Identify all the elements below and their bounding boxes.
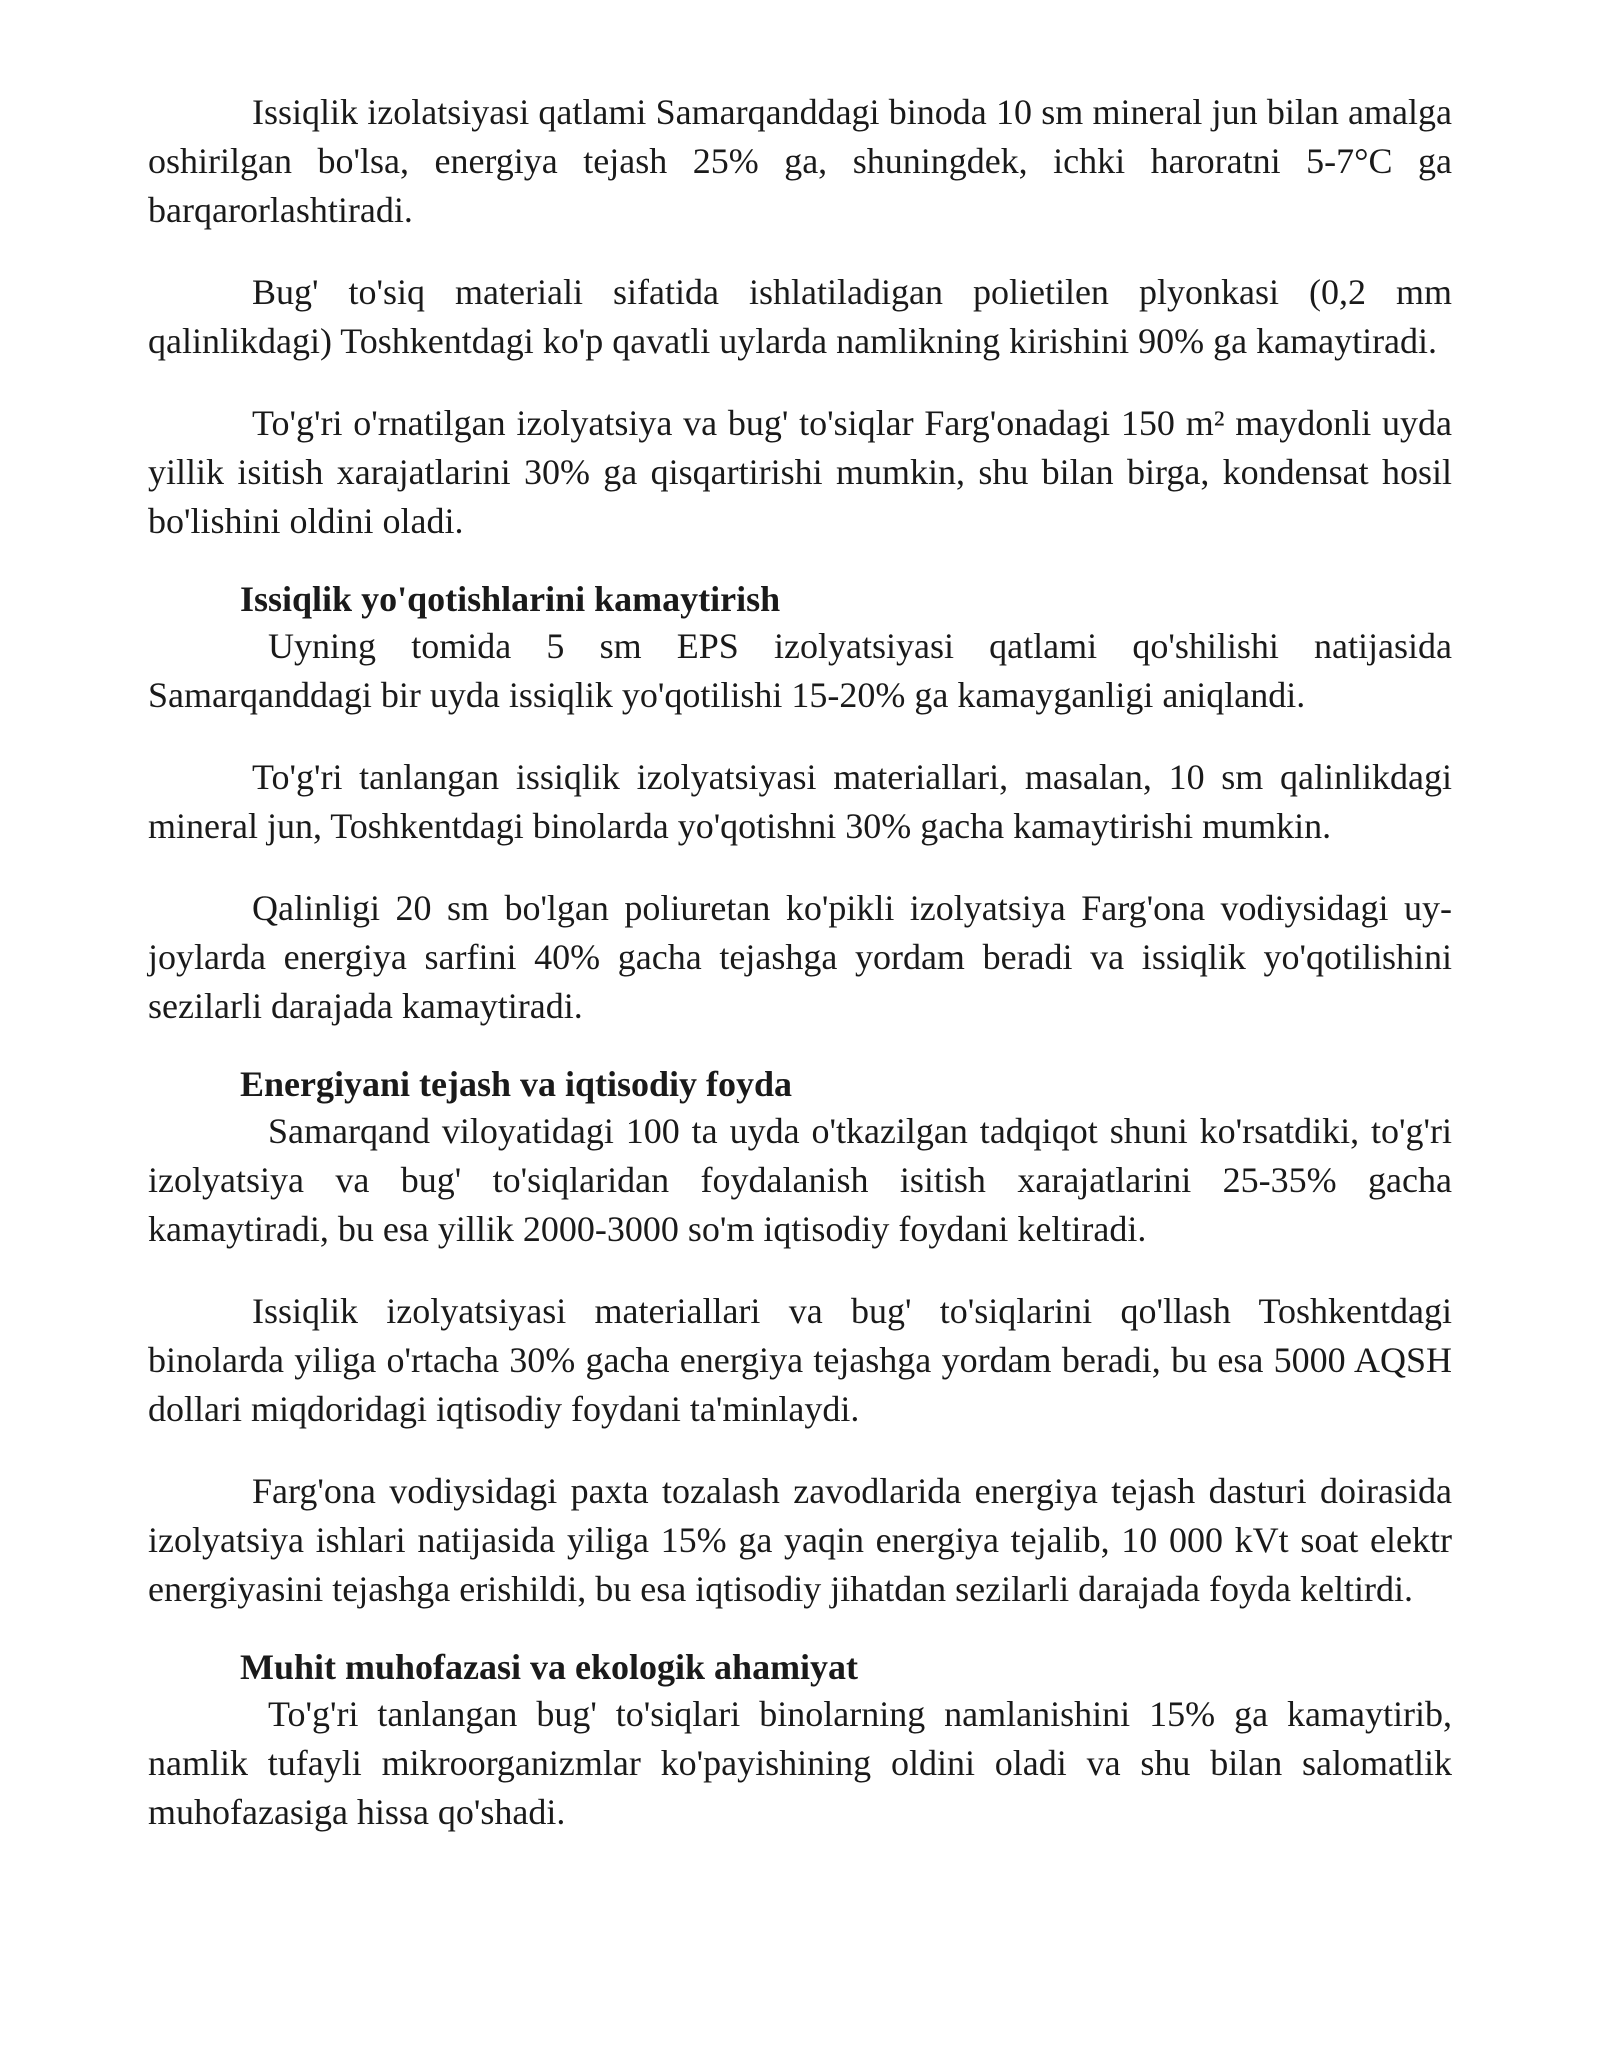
paragraph-mineral-wool: To'g'ri tanlangan issiqlik izolyatsiyasi materiallari, masalan, 10 sm qalinlikdagi mineral jun, Toshkentdagi binolarda yo'qotishni 30% gacha kamaytirishi mumkin. [148,757,1452,846]
paragraph-vapor-barrier-toshkent: Bug' to'siq materiali sifatida ishlatiladigan polietilen plyonkasi (0,2 mm qalinlikdagi) Toshkentdagi ko'p qavatli uylarda namlikning kirishini 90% ga kamaytiradi. [148,272,1452,361]
section-heading-environment: Muhit muhofazasi va ekologik ahamiyat [240,1647,859,1687]
paragraph-insulation-fargona: To'g'ri o'rnatilgan izolyatsiya va bug' to'siqlar Farg'onadagi 150 m² maydonli uyda yillik isitish xarajatlarini 30% ga qisqartirishi mumkin, shu bilan birga, kondensat hosil bo'lishini oldini oladi. [148,403,1452,541]
paragraph-cotton-plants: Farg'ona vodiysidagi paxta tozalash zavodlarida energiya tejash dasturi doirasida izolyatsiya ishlari natijasida yiliga 15% ga yaqin energiya tejalib, 10 000 kVt soat elektr energiyasini tejashga erishildi, bu esa iqtisodiy jihatdan sezilarli darajada foyda keltirdi. [148,1471,1452,1609]
section-heading-heat-loss: Issiqlik yo'qotishlarini kamaytirish [240,579,781,619]
paragraph-roof-eps: Uyning tomida 5 sm EPS izolyatsiyasi qatlami qo'shilishi natijasida Samarqanddagi bir uyda issiqlik yo'qotilishi 15-20% ga kamayganligi aniqlandi. [148,626,1452,715]
paragraph-toshkent-savings: Issiqlik izolyatsiyasi materiallari va bug' to'siqlarini qo'llash Toshkentdagi binolarda yiliga o'rtacha 30% gacha energiya tejashga yordam beradi, bu esa 5000 AQSH dollari miqdoridagi iqtisodiy foydani ta'minlaydi. [148,1291,1452,1429]
paragraph-polyurethane-foam: Qalinligi 20 sm bo'lgan poliuretan ko'pikli izolyatsiya Farg'ona vodiysidagi uy-joylarda energiya sarfini 40% gacha tejashga yordam beradi va issiqlik yo'qotilishini sezilarli darajada kamaytiradi. [148,888,1452,1026]
section-heading-energy-saving: Energiyani tejash va iqtisodiy foyda [240,1064,793,1104]
document-body [148,88,1452,1870]
paragraph-insulation-samarqand: Issiqlik izolatsiyasi qatlami Samarqanddagi binoda 10 sm mineral jun bilan amalga oshirilgan bo'lsa, energiya tejash 25% ga, shuningdek, ichki haroratni 5-7°C ga barqarorlashtiradi. [148,92,1452,230]
paragraph-moisture-health: To'g'ri tanlangan bug' to'siqlari binolarning namlanishini 15% ga kamaytirib, namlik tufayli mikroorganizmlar ko'payishining oldini oladi va shu bilan salomatlik muhofazasiga hissa qo'shadi. [148,1694,1452,1832]
paragraph-samarqand-study: Samarqand viloyatidagi 100 ta uyda o'tkazilgan tadqiqot shuni ko'rsatdiki, to'g'ri izolyatsiya va bug' to'siqlaridan foydalanish isitish xarajatlarini 25-35% gacha kamaytiradi, bu esa yillik 2000-3000 so'm iqtisodiy foydani keltiradi. [148,1111,1452,1249]
